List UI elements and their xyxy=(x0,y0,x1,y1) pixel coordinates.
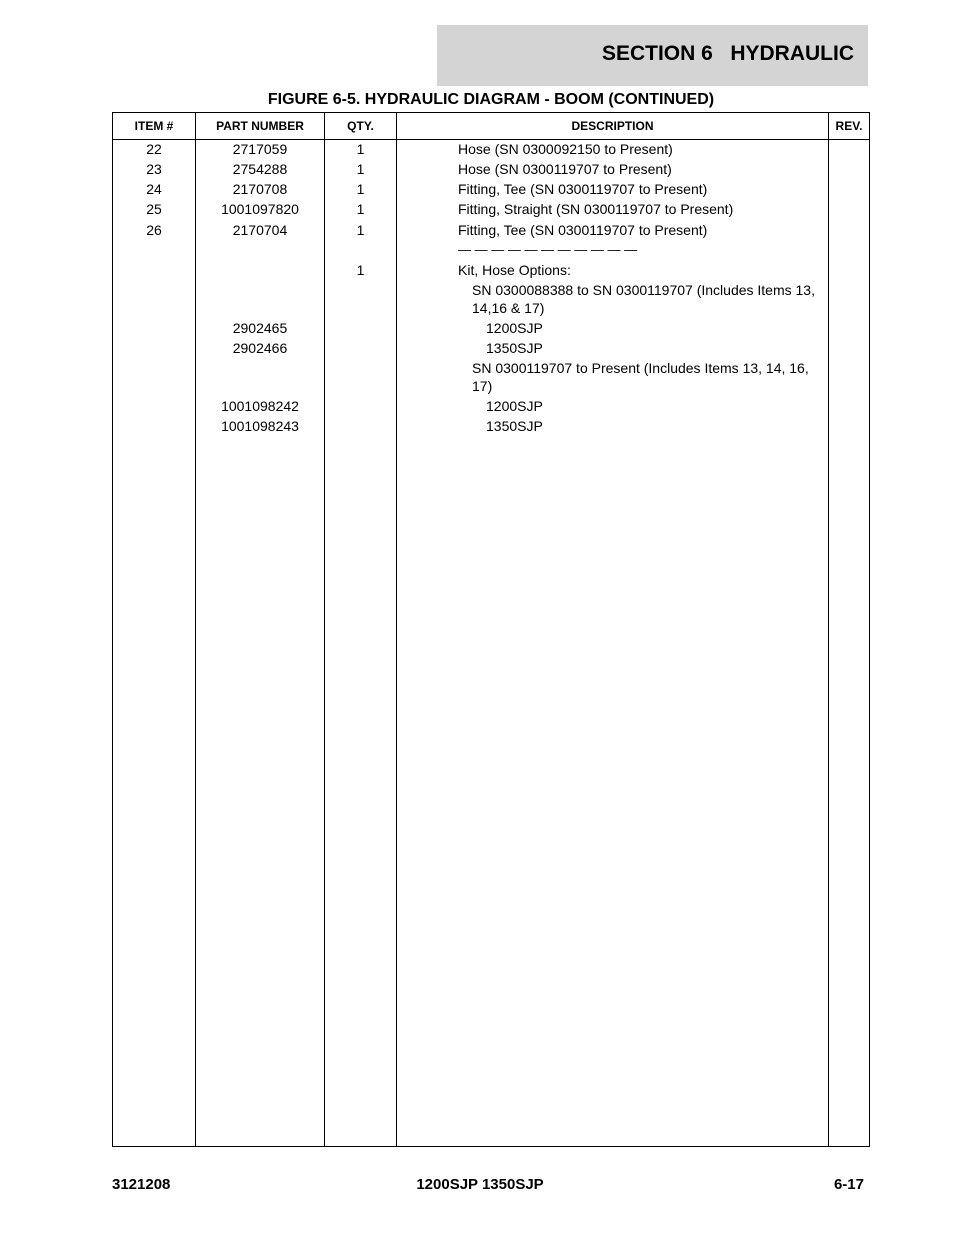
table-cell-part-number: 2170704 xyxy=(232,222,288,238)
table-cell-description: SN 0300119707 to Present (Includes Items 13, 14, 16, 17) xyxy=(472,360,809,394)
table-cell-part-number: 1001098242 xyxy=(221,398,299,414)
table-cell-description: 1350SJP xyxy=(486,418,543,434)
table-cell-qty: 1 xyxy=(356,181,365,197)
figure-title: FIGURE 6-5. HYDRAULIC DIAGRAM - BOOM (CONTINUED) xyxy=(267,91,715,108)
table-cell-qty: 1 xyxy=(356,141,365,157)
table-cell-description: Fitting, Tee (SN 0300119707 to Present) xyxy=(458,222,708,238)
table-cell-part-number: 2902466 xyxy=(232,340,288,356)
footer-doc-number: 3121208 xyxy=(112,1176,171,1193)
header-rev: REV. xyxy=(835,119,863,133)
table-cell-part-number: 1001097820 xyxy=(221,201,299,217)
header-qty: QTY. xyxy=(347,119,374,133)
table-cell-part-number: 2754288 xyxy=(232,161,288,177)
section-title: SECTION 6 HYDRAULIC xyxy=(601,42,854,65)
header-part-number: PART NUMBER xyxy=(216,119,304,133)
table-cell-description: 1350SJP xyxy=(486,340,543,356)
parts-table xyxy=(112,112,870,1147)
table-cell-item: 24 xyxy=(146,181,162,197)
table-cell-qty: 1 xyxy=(356,201,365,217)
column-divider xyxy=(828,113,829,1146)
table-cell-part-number: 2902465 xyxy=(232,320,288,336)
table-cell-description: SN 0300088388 to SN 0300119707 (Includes Items 13, 14,16 & 17) xyxy=(472,282,815,316)
table-cell-part-number: 2170708 xyxy=(232,181,288,197)
table-cell-description: Hose (SN 0300092150 to Present) xyxy=(458,141,673,157)
table-cell-qty: 1 xyxy=(356,161,365,177)
column-divider xyxy=(195,113,196,1146)
table-cell-description: Fitting, Tee (SN 0300119707 to Present) xyxy=(458,181,708,197)
table-cell-part-number: 2717059 xyxy=(232,141,288,157)
table-cell-item: 26 xyxy=(146,222,162,238)
table-cell-part-number: 1001098243 xyxy=(221,418,299,434)
table-cell-item: 22 xyxy=(146,141,162,157)
table-cell-item: 23 xyxy=(146,161,162,177)
header-description: DESCRIPTION xyxy=(571,119,654,133)
table-cell-qty: 1 xyxy=(356,262,365,278)
table-cell-item: 25 xyxy=(146,201,162,217)
table-cell-description: 1200SJP xyxy=(486,320,543,336)
footer-page-number: 6-17 xyxy=(833,1176,864,1193)
column-divider xyxy=(396,113,397,1146)
header-item: ITEM # xyxy=(134,119,174,133)
separator-dashes: — — — — — — — — — — — xyxy=(458,242,638,257)
table-cell-description: Kit, Hose Options: xyxy=(458,262,571,278)
table-cell-qty: 1 xyxy=(356,222,365,238)
table-cell-description: 1200SJP xyxy=(486,398,543,414)
table-cell-description: Hose (SN 0300119707 to Present) xyxy=(458,161,672,177)
section-header xyxy=(437,25,868,86)
table-cell-description: Fitting, Straight (SN 0300119707 to Present) xyxy=(458,201,734,217)
footer-models: 1200SJP 1350SJP xyxy=(416,1176,544,1193)
